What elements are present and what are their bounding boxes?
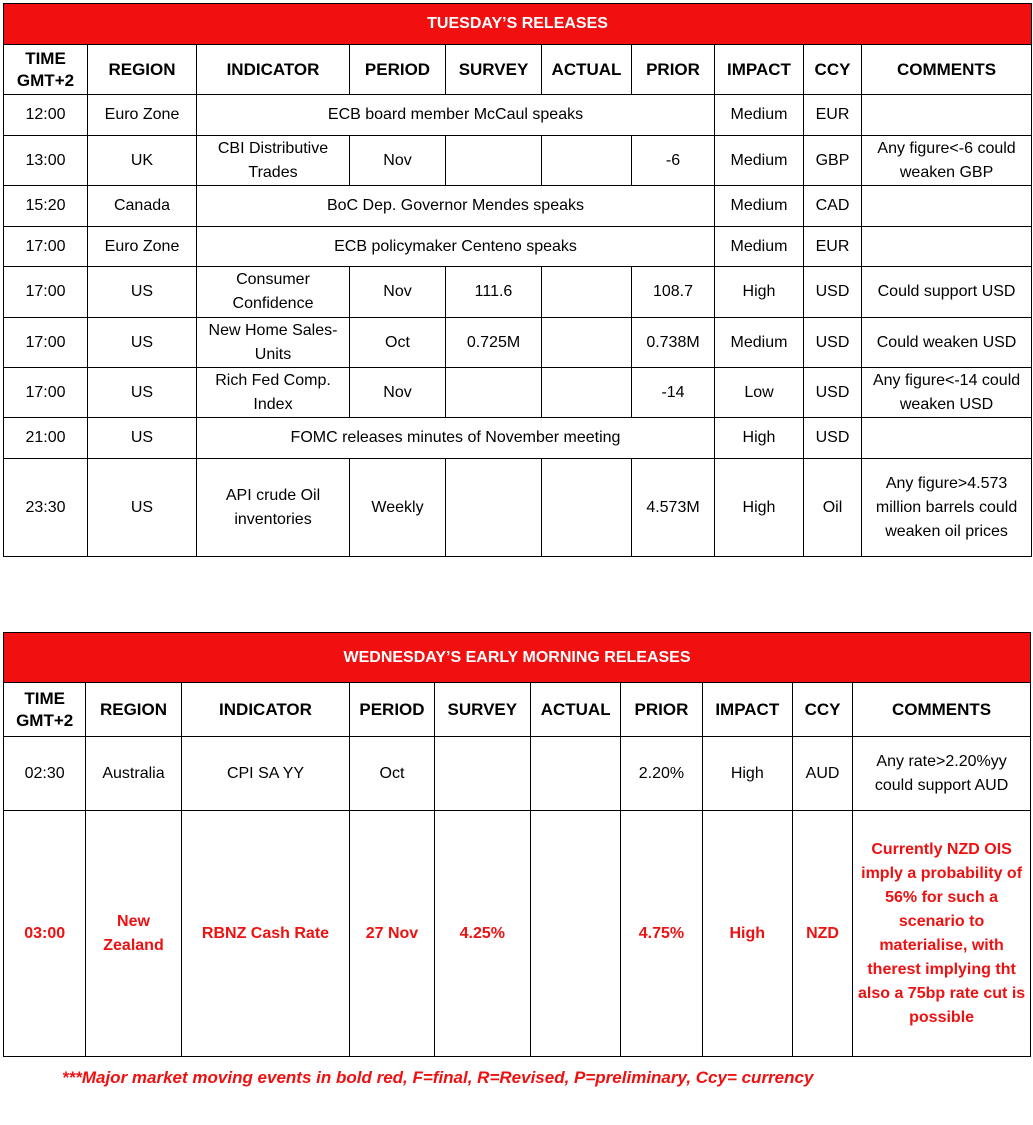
cell-ccy: CAD [804,186,862,227]
cell-indicator: Consumer Confidence [197,267,350,318]
cell-period: 27 Nov [350,811,434,1057]
cell-impact: Low [715,368,804,418]
cell-prior: 4.75% [621,811,702,1057]
table-row [4,418,1032,459]
cell-impact: High [715,418,804,459]
cell-actual [542,459,632,557]
wednesday-releases-table [3,632,1031,1057]
cell-impact: High [702,811,792,1057]
cell-actual [530,811,620,1057]
cell-region: UK [88,136,197,186]
cell-region: US [88,368,197,418]
header-region: REGION [88,45,197,95]
cell-period: Nov [350,136,446,186]
cell-region: Australia [86,737,181,811]
cell-indicator: ECB policymaker Centeno speaks [197,227,715,267]
cell-region: US [88,318,197,368]
table-row [4,186,1032,227]
header-comments: COMMENTS [862,45,1032,95]
cell-indicator: API crude Oil inventories [197,459,350,557]
cell-indicator: CPI SA YY [181,737,350,811]
cell-ccy: USD [804,368,862,418]
header-region: REGION [86,683,181,737]
cell-region: Euro Zone [88,95,197,136]
cell-actual [542,318,632,368]
cell-region: US [88,459,197,557]
cell-survey [446,136,542,186]
header-period: PERIOD [350,683,434,737]
cell-survey: 4.25% [434,811,530,1057]
cell-ccy: USD [804,318,862,368]
table-row [4,318,1032,368]
cell-actual [530,737,620,811]
header-actual: ACTUAL [530,683,620,737]
cell-comments [862,418,1032,459]
cell-time: 17:00 [4,227,88,267]
header-prior: PRIOR [632,45,715,95]
cell-comments [862,227,1032,267]
cell-region: Canada [88,186,197,227]
cell-comments [862,186,1032,227]
cell-ccy: NZD [792,811,852,1057]
cell-ccy: EUR [804,95,862,136]
header-ccy: CCY [792,683,852,737]
cell-indicator: RBNZ Cash Rate [181,811,350,1057]
cell-period: Oct [350,737,434,811]
cell-period: Oct [350,318,446,368]
table-row [4,368,1032,418]
table-row [4,136,1032,186]
cell-indicator: Rich Fed Comp. Index [197,368,350,418]
cell-time: 15:20 [4,186,88,227]
table-row [4,227,1032,267]
header-survey: SURVEY [446,45,542,95]
cell-survey: 0.725M [446,318,542,368]
wednesday-header-row [4,683,1031,737]
cell-survey [446,368,542,418]
cell-impact: Medium [715,318,804,368]
cell-time: 17:00 [4,318,88,368]
cell-survey: 111.6 [446,267,542,318]
cell-impact: Medium [715,227,804,267]
cell-time: 17:00 [4,368,88,418]
cell-actual [542,136,632,186]
cell-impact: High [702,737,792,811]
header-indicator: INDICATOR [181,683,350,737]
cell-comments: Any rate>2.20%yy could support AUD [853,737,1031,811]
cell-prior: 108.7 [632,267,715,318]
cell-comments: Could weaken USD [862,318,1032,368]
cell-indicator: BoC Dep. Governor Mendes speaks [197,186,715,227]
cell-comments: Any figure<-14 could weaken USD [862,368,1032,418]
cell-impact: Medium [715,136,804,186]
cell-time: 21:00 [4,418,88,459]
tuesday-header-row [4,45,1032,95]
cell-region: Euro Zone [88,227,197,267]
cell-ccy: USD [804,267,862,318]
cell-impact: High [715,459,804,557]
cell-indicator: New Home Sales-Units [197,318,350,368]
tuesday-releases-table [3,3,1032,557]
table-row [4,459,1032,557]
header-comments: COMMENTS [853,683,1031,737]
cell-prior: 4.573M [632,459,715,557]
cell-ccy: EUR [804,227,862,267]
cell-prior: 2.20% [621,737,702,811]
cell-ccy: Oil [804,459,862,557]
cell-ccy: GBP [804,136,862,186]
wednesday-banner: WEDNESDAY’S EARLY MORNING RELEASES [4,633,1031,683]
cell-comments: Currently NZD OIS imply a probability of 56% for such a scenario to materialise, with therest implying tht also a 75bp rate cut is possible [853,811,1031,1057]
cell-time: 12:00 [4,95,88,136]
cell-time: 02:30 [4,737,86,811]
table-row-highlighted [4,811,1031,1057]
header-impact: IMPACT [702,683,792,737]
cell-actual [542,267,632,318]
table-row [4,95,1032,136]
table-row [4,267,1032,318]
cell-survey [434,737,530,811]
cell-indicator: CBI Distributive Trades [197,136,350,186]
footnote: ***Major market moving events in bold red, F=final, R=Revised, P=preliminary, Ccy= currency [62,1068,814,1087]
header-ccy: CCY [804,45,862,95]
cell-time: 03:00 [4,811,86,1057]
cell-comments: Any figure>4.573 million barrels could weaken oil prices [862,459,1032,557]
cell-prior: -6 [632,136,715,186]
header-impact: IMPACT [715,45,804,95]
cell-region: US [88,418,197,459]
header-period: PERIOD [350,45,446,95]
cell-ccy: USD [804,418,862,459]
cell-time: 23:30 [4,459,88,557]
cell-time: 13:00 [4,136,88,186]
header-prior: PRIOR [621,683,702,737]
header-indicator: INDICATOR [197,45,350,95]
cell-period: Weekly [350,459,446,557]
cell-period: Nov [350,368,446,418]
cell-actual [542,368,632,418]
cell-survey [446,459,542,557]
table-row [4,737,1031,811]
cell-comments [862,95,1032,136]
cell-ccy: AUD [792,737,852,811]
cell-region: New Zealand [86,811,181,1057]
cell-time: 17:00 [4,267,88,318]
header-time: TIME GMT+2 [4,683,86,737]
cell-period: Nov [350,267,446,318]
cell-prior: 0.738M [632,318,715,368]
tuesday-banner: TUESDAY’S RELEASES [4,4,1032,45]
cell-comments: Could support USD [862,267,1032,318]
cell-prior: -14 [632,368,715,418]
cell-impact: High [715,267,804,318]
cell-comments: Any figure<-6 could weaken GBP [862,136,1032,186]
cell-indicator: ECB board member McCaul speaks [197,95,715,136]
header-actual: ACTUAL [542,45,632,95]
cell-indicator: FOMC releases minutes of November meeting [197,418,715,459]
cell-impact: Medium [715,186,804,227]
cell-impact: Medium [715,95,804,136]
header-survey: SURVEY [434,683,530,737]
cell-region: US [88,267,197,318]
header-time: TIME GMT+2 [4,45,88,95]
